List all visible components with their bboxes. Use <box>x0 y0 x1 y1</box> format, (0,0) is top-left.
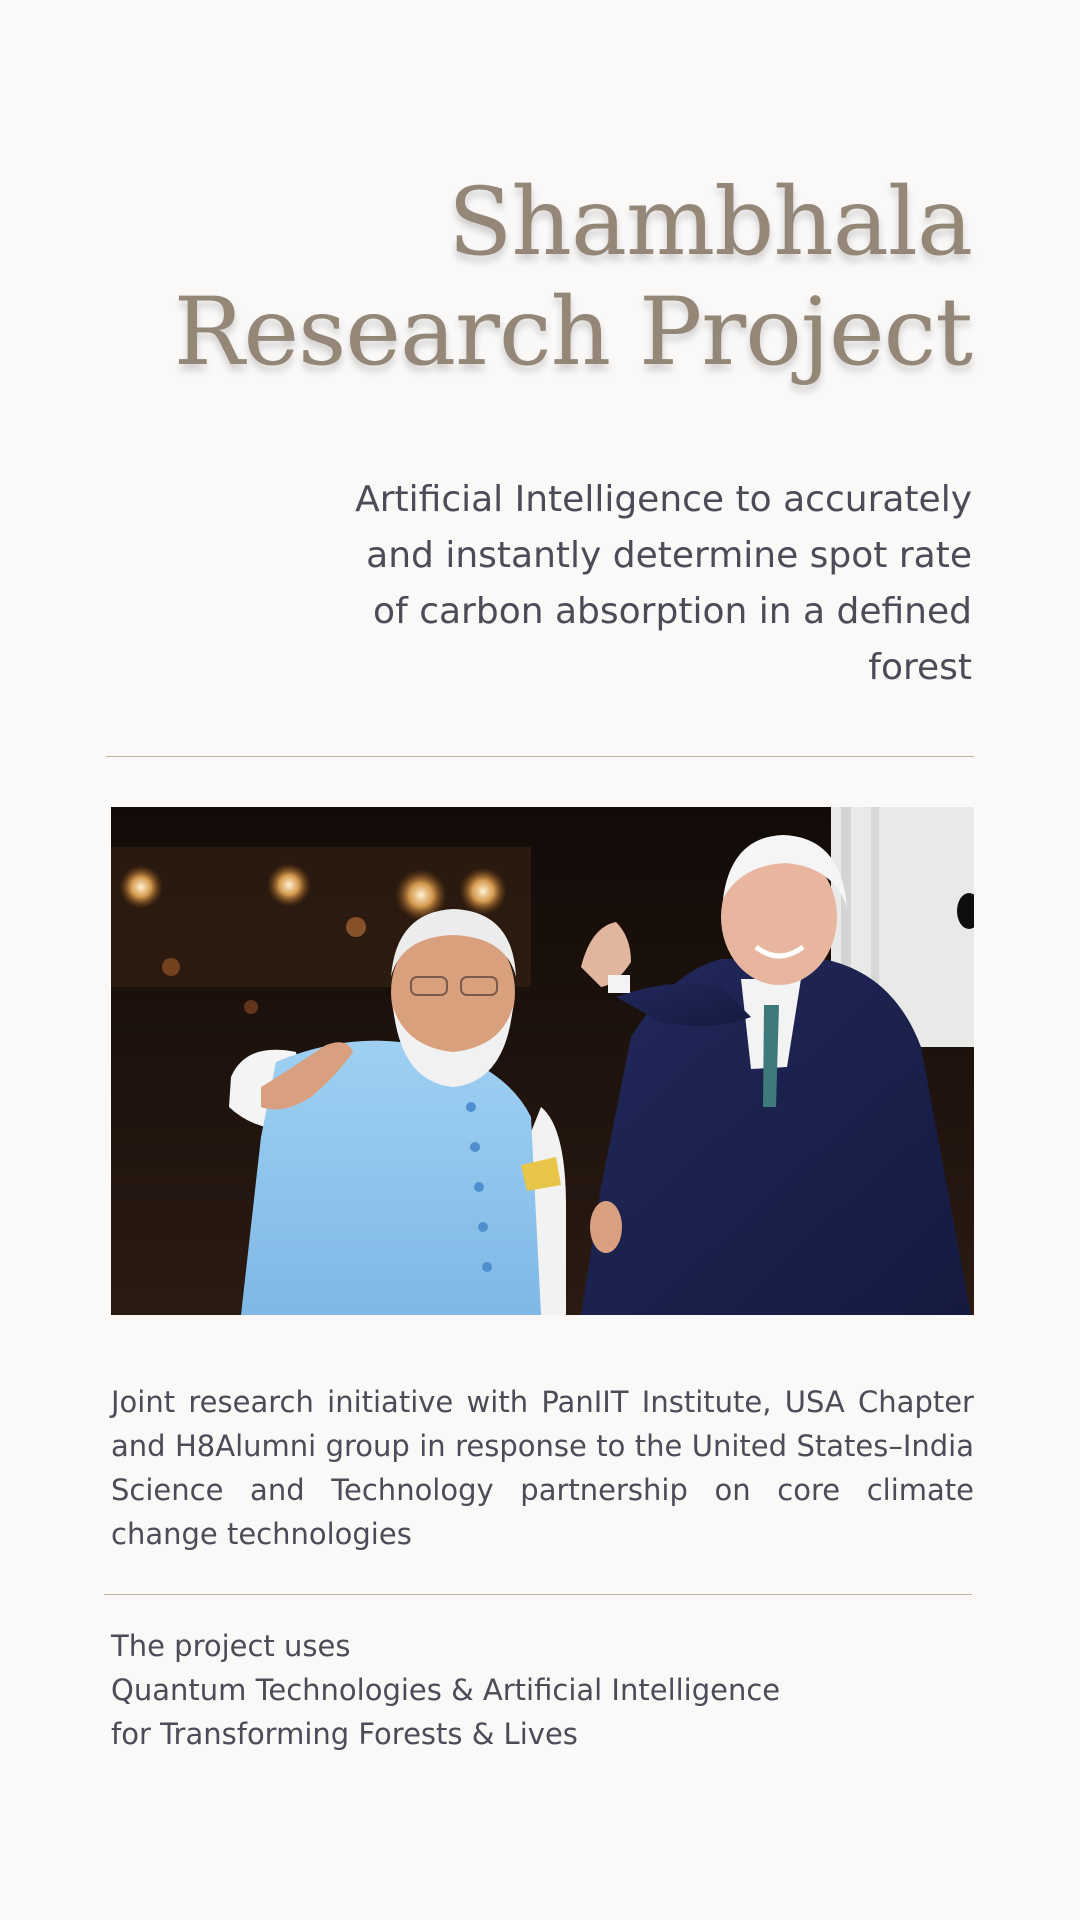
divider-top <box>106 756 974 757</box>
leaders-photo <box>111 807 974 1315</box>
title-line-2: Research Project <box>173 278 972 387</box>
page-title <box>72 168 972 388</box>
project-uses <box>111 1624 974 1756</box>
uses-line-1: The project uses <box>111 1629 351 1663</box>
uses-line-2: Quantum Technologies & Artificial Intelligence <box>111 1673 781 1707</box>
uses-line-3: for Transforming Forests & Lives <box>111 1717 578 1751</box>
description-paragraph: Joint research initiative with PanIIT Institute, USA Chapter and H8Alumni group in response to the United States–India Science and Technology partnership on core climate change technologies <box>111 1385 974 1551</box>
title-line-1: Shambhala <box>448 168 972 277</box>
subtitle: Artificial Intelligence to accurately and instantly determine spot rate of carbon absorption in a defined forest <box>355 479 972 688</box>
divider-bottom <box>104 1594 972 1595</box>
